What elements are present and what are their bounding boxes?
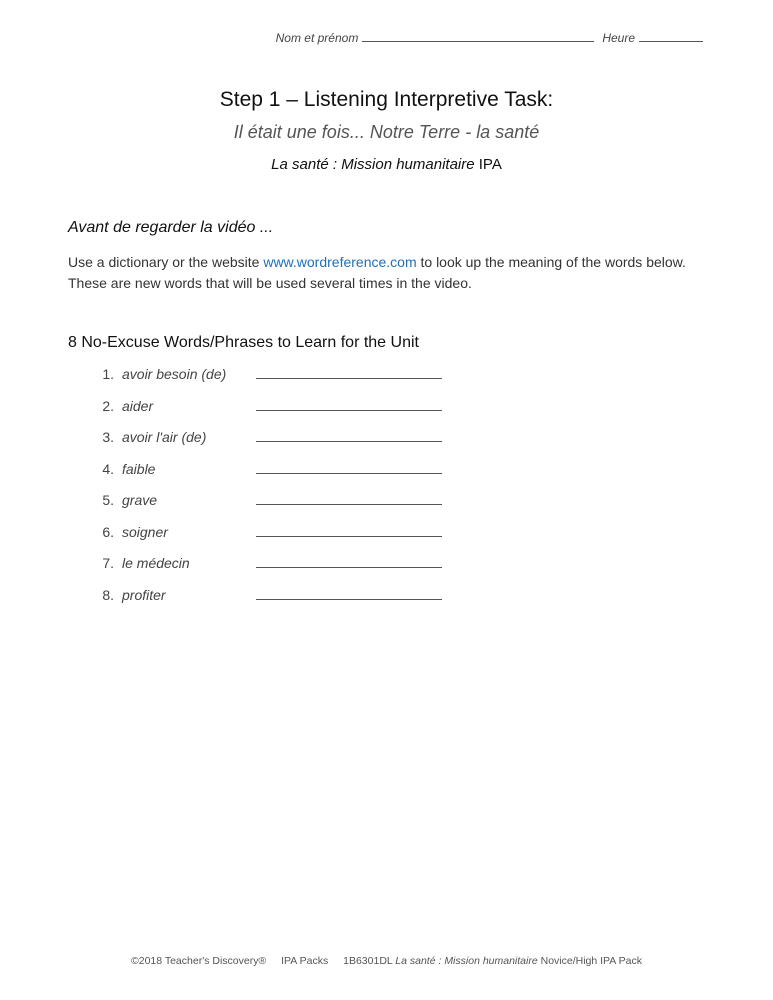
section-before-heading: Avant de regarder la vidéo ...: [68, 219, 274, 236]
word-number: 6.: [102, 523, 114, 540]
word-term: aider: [122, 397, 154, 414]
footer-code: 1B6301DL: [343, 955, 393, 967]
word-item: [86, 555, 442, 587]
wordreference-link[interactable]: www.wordreference.com: [263, 254, 417, 270]
word-term: le médecin: [122, 555, 190, 571]
word-term: soigner: [122, 523, 168, 540]
word-number: 2.: [102, 397, 114, 414]
word-number: 4.: [102, 460, 114, 477]
word-number: 8.: [102, 586, 114, 603]
footer-suffix: Novice/High IPA Pack: [537, 955, 642, 967]
word-number: 7.: [102, 555, 114, 571]
subheading-suffix: IPA: [474, 156, 502, 173]
word-item: [86, 524, 442, 556]
name-label: Nom et prénom: [275, 31, 359, 45]
word-term: faible: [122, 460, 156, 477]
footer-copyright: ©2018 Teacher's Discovery®: [131, 955, 267, 967]
name-field[interactable]: [362, 30, 594, 42]
word-item: [86, 366, 442, 398]
page-title: Step 1 – Listening Interpretive Task:: [219, 88, 554, 111]
answer-blank[interactable]: [256, 398, 442, 411]
page-subtitle: Il était une fois... Notre Terre - la santé: [233, 122, 540, 142]
instructions-paragraph: [68, 252, 688, 294]
word-number: 1.: [102, 366, 114, 382]
word-item: [86, 429, 442, 461]
word-item: [86, 398, 442, 430]
instructions-text-end: to look up the meaning of the words below. These are new words that will be used several times in the video.: [68, 254, 686, 291]
answer-blank[interactable]: [256, 461, 442, 474]
hour-field[interactable]: [639, 30, 703, 42]
answer-blank[interactable]: [256, 429, 442, 442]
word-term: avoir l'air (de): [122, 429, 207, 445]
word-item: [86, 587, 442, 619]
page-subheading: [0, 156, 773, 173]
word-list: [86, 366, 442, 618]
word-item: [86, 461, 442, 493]
footer-product: [343, 955, 642, 967]
answer-blank[interactable]: [256, 492, 442, 505]
word-item: [86, 492, 442, 524]
instructions-text-start: Use a dictionary or the website: [68, 254, 264, 270]
answer-blank[interactable]: [256, 587, 442, 600]
word-number: 3.: [102, 429, 114, 445]
answer-blank[interactable]: [256, 366, 442, 379]
page-footer: [0, 955, 773, 967]
word-term: profiter: [122, 586, 166, 603]
word-term: avoir besoin (de): [122, 366, 227, 382]
word-term: grave: [122, 492, 158, 508]
section-words-heading: 8 No-Excuse Words/Phrases to Learn for the Unit: [68, 334, 419, 351]
name-hour-header: [276, 30, 703, 45]
footer-title: La santé : Mission humanitaire: [395, 955, 538, 967]
hour-label: Heure: [602, 31, 635, 45]
answer-blank[interactable]: [256, 555, 442, 568]
footer-pack: IPA Packs: [281, 955, 329, 967]
word-number: 5.: [102, 492, 114, 508]
answer-blank[interactable]: [256, 524, 442, 537]
subheading-italic: La santé : Mission humanitaire: [271, 156, 475, 173]
